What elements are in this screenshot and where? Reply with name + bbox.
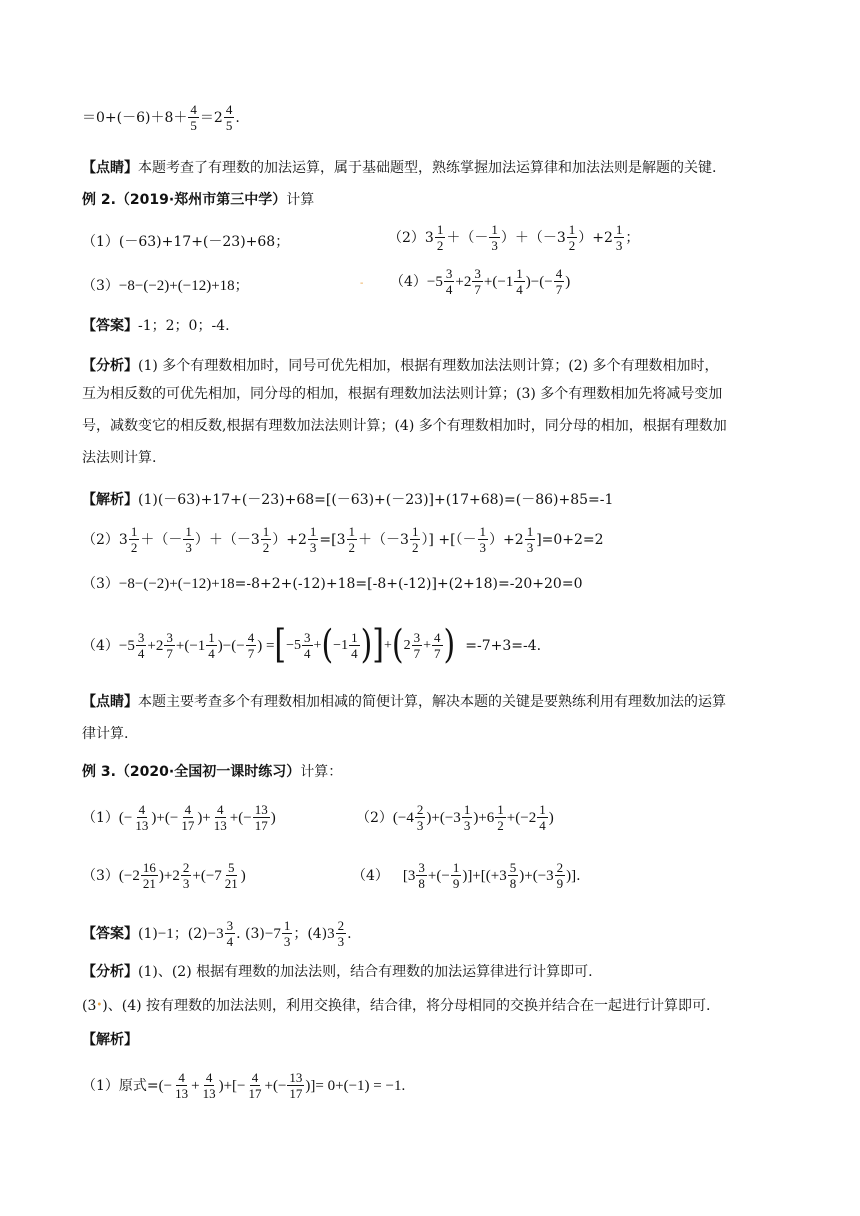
fraction: $\frac{1}{4}$ (539, 802, 546, 833)
question-text: （1）(－63)+17+(－23)+68； (82, 234, 290, 250)
solution-line-4 (82, 622, 542, 668)
expr-text: ) (548, 809, 554, 826)
expr-text: )+[− (218, 1077, 246, 1094)
answer-text: ；(4) (293, 925, 328, 942)
fraction: $\frac{2}{9}$ (556, 860, 564, 891)
fraction: $\frac{16}{21}$ (142, 860, 156, 891)
expr-text: )]+[(+3 (462, 867, 507, 884)
analysis-text: )、(4) 按有理数的加法法则，利用交换律，结合律，将分母相同的交换并结合在一起进行计算即可. (102, 998, 711, 1014)
fraction: $\frac{1}{3}$ (479, 524, 487, 555)
ex3-question-1 (82, 802, 276, 833)
solution-line-3 (82, 574, 582, 594)
question-label: （2） (356, 809, 393, 826)
right-paren: ) (443, 622, 456, 668)
expr-text: )+(− (151, 809, 179, 826)
analysis-text: 号，减数变它的相反数,根据有理数加法法则计算；(4) 多个有理数相加时，同分母的相加，根据有理数加 (82, 418, 727, 434)
fraction: $\frac{1}{3}$ (615, 222, 623, 253)
answer-value: −1 (157, 925, 174, 942)
expr-text: . (576, 867, 581, 884)
fraction: $\frac{3}{7}$ (474, 266, 481, 297)
fraction: $\frac{1}{2}$ (411, 524, 419, 555)
fraction: $\frac{3}{7}$ (166, 630, 173, 661)
expr-text: (−2 (118, 867, 140, 884)
fraction: $\frac{4}{17}$ (181, 802, 195, 833)
expr-text: ； (234, 278, 249, 294)
fraction: $\frac{1}{2}$ (568, 222, 576, 253)
answer-text: (1) (138, 925, 158, 942)
fraction: $\frac{1}{2}$ (130, 524, 138, 555)
expr-text: + (313, 637, 322, 653)
fraction: $\frac{4}{5}$ (225, 102, 233, 133)
analysis-line-4 (82, 448, 156, 468)
fraction: $\frac{5}{8}$ (509, 860, 517, 891)
question-label: （2） (82, 531, 119, 548)
left-bracket: [ (274, 622, 287, 668)
expr-text: (− (158, 1077, 173, 1094)
expr-text: )+2 (158, 867, 180, 884)
fraction: $\frac{4}{7}$ (247, 630, 255, 661)
fraction: $\frac{3}{4}$ (445, 266, 453, 297)
expr-text: )+6 (473, 809, 495, 826)
tip-text: 本题考查了有理数的加法运算，属于基础题型，熟练掌握加法运算律和加法法则是解题的关键. (138, 160, 717, 176)
expr-text: +(−1 (175, 637, 206, 654)
left-paren: ( (391, 622, 404, 668)
expr-text: [3 (402, 867, 416, 884)
left-paren: ( (321, 622, 334, 668)
expr-text: 2 (403, 637, 411, 653)
answer-text: -1；2；0；-4. (138, 318, 230, 334)
expr-text: )+ (197, 809, 211, 826)
fraction: $\frac{1}{4}$ (208, 630, 215, 661)
expr-text: + (384, 637, 392, 653)
expr-text: ＋（－ (140, 531, 183, 548)
question-2 (388, 222, 639, 253)
solution-label: 【解析】 (82, 492, 138, 508)
fraction: $\frac{1}{4}$ (516, 266, 523, 297)
fraction: $\frac{4}{7}$ (555, 266, 563, 297)
example-title: 例 2.（2019·郑州市第三中学） (82, 192, 287, 208)
ex3-analysis-2 (82, 996, 710, 1016)
answer-value: 3 (327, 925, 335, 942)
expr-text: ）] +[（－ (421, 531, 477, 548)
solution-line-1 (82, 490, 613, 510)
fraction: $\frac{4}{5}$ (190, 102, 197, 133)
tip-text: 律计算. (82, 726, 129, 742)
solution-text: （1）原式= (82, 1077, 159, 1094)
fraction: $\frac{4}{13}$ (175, 1070, 189, 1101)
fraction: $\frac{1}{2}$ (497, 802, 504, 833)
fraction: $\frac{13}{17}$ (289, 1070, 303, 1101)
expr-text: )−(− (525, 273, 553, 290)
example-title: 例 3.（2020·全国初一课时练习） (82, 764, 301, 780)
ex3-question-3 (82, 860, 246, 891)
analysis-line-1 (82, 356, 719, 376)
fraction: $\frac{4}{17}$ (248, 1070, 262, 1101)
expr-text: (−4 (392, 809, 414, 826)
fraction: $\frac{1}{3}$ (491, 222, 498, 253)
fraction: $\frac{1}{2}$ (262, 524, 270, 555)
expr-text: ]=0+2=2 (536, 531, 604, 548)
expr-text: 3 (424, 229, 434, 246)
question-label: （1） (82, 809, 119, 826)
orange-dot: • (96, 1000, 103, 1011)
expr-text: ) (240, 867, 246, 884)
analysis-text: (1)、(2) 根据有理数的加法法则，结合有理数的加法运算律进行计算即可. (138, 964, 593, 980)
expr-text: +(−7 (192, 867, 222, 884)
orange-mark: - (360, 278, 364, 289)
expr-text: ）＋（－3 (500, 229, 566, 246)
fraction: $\frac{1}{3}$ (185, 524, 192, 555)
fraction: $\frac{1}{3}$ (283, 918, 291, 949)
expr-text: = 0+(−1) = −1. (315, 1077, 406, 1094)
tip-line-2 (82, 724, 128, 744)
answer-value: −3 (207, 925, 224, 942)
expr-text: . (235, 109, 240, 126)
expr-text: )] (305, 1077, 316, 1094)
expr-text: ）+2 (489, 531, 524, 548)
right-bracket: ] (372, 622, 385, 668)
answer-label: 【答案】 (82, 925, 138, 942)
fraction: $\frac{5}{21}$ (224, 860, 238, 891)
expr-text: ＝2 (199, 109, 223, 126)
expr-text: =[3 (319, 531, 346, 548)
tip-label: 【点睛】 (82, 160, 138, 176)
answer-text: ；(2) (173, 925, 208, 942)
fraction: $\frac{3}{8}$ (418, 860, 425, 891)
fraction: $\frac{1}{3}$ (526, 524, 534, 555)
analysis-label: 【分析】 (82, 964, 138, 980)
expr-text: +(− (229, 809, 252, 826)
example-tail: 计算： (300, 764, 343, 780)
expr-text: ) (270, 809, 276, 826)
ex3-question-4 (352, 860, 581, 891)
answer-paragraph (82, 316, 230, 336)
expr-text: )+(−3 (426, 809, 461, 826)
question-label: （3） (82, 867, 119, 884)
fraction: $\frac{3}{7}$ (413, 630, 421, 661)
tip-line-1 (82, 692, 726, 712)
fraction: $\frac{2}{3}$ (416, 802, 424, 833)
fraction: $\frac{1}{9}$ (452, 860, 460, 891)
fraction: $\frac{3}{4}$ (226, 918, 234, 949)
fraction: $\frac{1}{3}$ (463, 802, 471, 833)
fraction: $\frac{3}{4}$ (304, 630, 311, 661)
expr-text: ＋（－3 (358, 531, 409, 548)
example-tail: 计算 (286, 192, 315, 208)
solution-line-2 (82, 524, 604, 555)
question-4 (390, 266, 570, 297)
expr-text: +(− (427, 867, 450, 884)
analysis-text: 法法则计算. (82, 450, 157, 466)
expr-text: +2 (455, 273, 472, 290)
fraction: $\frac{4}{13}$ (202, 1070, 216, 1101)
expr-text: + (423, 637, 432, 653)
answer-text: . (347, 925, 352, 942)
answer-value: −7 (264, 925, 281, 942)
answer-label: 【答案】 (82, 318, 138, 334)
solution-text: =-7+3=-4. (465, 637, 542, 654)
tip-text: 本题主要考查多个有理数相加相减的简便计算，解决本题的关键是要熟练利用有理数加法的运算 (138, 694, 726, 710)
fraction: $\frac{1}{3}$ (309, 524, 317, 555)
ex3-analysis-1 (82, 962, 593, 982)
tip-label: 【点睛】 (82, 694, 138, 710)
question-1 (82, 232, 289, 252)
expr-text: −5 (286, 637, 302, 653)
fraction: $\frac{2}{3}$ (337, 918, 345, 949)
math-expression: −8−(−2)+(−12)+18 (118, 576, 235, 592)
solution-label: 【解析】 (82, 1032, 138, 1048)
question-label: （4） (390, 273, 427, 290)
expr-text: +(−2 (506, 809, 537, 826)
solution-text: =-8+2+(-12)+18=[-8+(-12)]+(2+18)=-20+20=0 (234, 576, 583, 592)
expr-text: )−(− (217, 637, 245, 654)
expr-text: −5 (426, 273, 443, 290)
math-expression: −8−(−2)+(−12)+18 (118, 278, 235, 294)
expr-text: )] (566, 867, 577, 884)
analysis-text: (3 (82, 998, 97, 1014)
expr-text: ）+2 (578, 229, 613, 246)
expr-text: +(− (264, 1077, 287, 1094)
expr-text: )+(−3 (519, 867, 554, 884)
fraction: $\frac{1}{4}$ (351, 630, 358, 661)
example-heading (82, 190, 314, 210)
expr-text: (− (118, 809, 133, 826)
fraction: $\frac{3}{4}$ (137, 630, 145, 661)
fraction: $\frac{1}{2}$ (348, 524, 356, 555)
analysis-line-3 (82, 416, 727, 436)
analysis-text: 互为相反数的可优先相加，同分母的相加，根据有理数加法法则计算；(3) 多个有理数相加先将减号变加 (82, 386, 723, 402)
question-label: （4） (82, 637, 119, 654)
expr-text: −5 (118, 637, 135, 654)
fraction: $\frac{13}{17}$ (254, 802, 268, 833)
expr-text: ) = (257, 637, 275, 654)
question-label: （4） (352, 867, 389, 884)
analysis-text: (1) 多个有理数相加时，同号可优先相加，根据有理数加法法则计算；(2) 多个有理数相加时， (138, 358, 719, 374)
fraction: $\frac{4}{13}$ (135, 802, 149, 833)
expr-text: 3 (118, 531, 128, 548)
expr-text: ) (565, 273, 571, 290)
question-label: （3） (82, 278, 119, 294)
question-3 (82, 276, 249, 296)
ex3-solution-label-line (82, 1030, 138, 1050)
question-label: （3） (82, 576, 119, 592)
example-heading (82, 762, 342, 782)
fraction: $\frac{1}{2}$ (436, 222, 444, 253)
tip-paragraph (82, 158, 716, 178)
ex3-answer (82, 918, 352, 949)
ex3-question-2 (356, 802, 554, 833)
analysis-line-2 (82, 384, 722, 404)
expr-text: ）+2 (272, 531, 307, 548)
expr-text: + (191, 1077, 200, 1094)
fraction: $\frac{4}{7}$ (434, 630, 441, 661)
expr-text: ）＋（－3 (194, 531, 260, 548)
solution-text: (1)(－63)+17+(－23)+68=[(－63)+(－23)]+(17+68)=(－86)+85=-1 (138, 492, 614, 508)
expr-text: ＝0+(－6)＋8＋ (82, 109, 188, 126)
expr-text: +2 (147, 637, 164, 654)
fraction: $\frac{2}{3}$ (182, 860, 190, 891)
expr-text: ＋（－ (446, 229, 489, 246)
analysis-label: 【分析】 (82, 358, 138, 374)
continuation-line (82, 102, 240, 133)
ex3-solution-1 (82, 1070, 405, 1101)
expr-text: +(−1 (483, 273, 514, 290)
answer-text: . (3) (236, 925, 265, 942)
question-label: （2） (388, 229, 425, 246)
expr-text: −1 (333, 637, 349, 653)
right-paren: ) (360, 622, 373, 668)
expr-text: ； (625, 229, 640, 246)
fraction: $\frac{4}{13}$ (213, 802, 227, 833)
